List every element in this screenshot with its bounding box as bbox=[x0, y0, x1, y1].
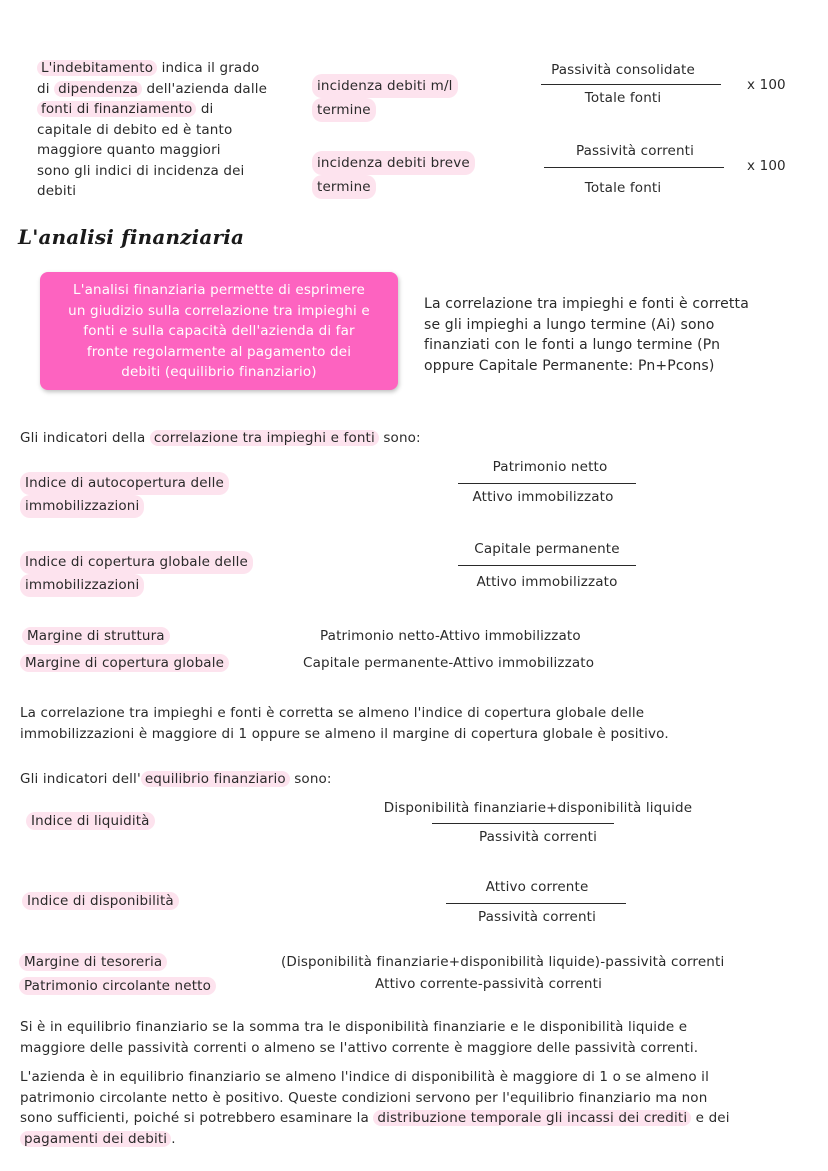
incidenza-bt-fraction-line bbox=[544, 167, 724, 168]
incidenza-ml-numerator: Passività consolidate bbox=[551, 62, 695, 78]
circolante-formula: Attivo corrente-passività correnti bbox=[375, 976, 602, 992]
definition-line-4: fronte regolarmente al pagamento dei bbox=[86, 343, 352, 360]
correlazione-conclusion-line-1: La correlazione tra impieghi e fonti è corretta se almeno l'indice di copertura globale delle bbox=[20, 705, 645, 721]
indebitamento-line-3: fonti di finanziamento di bbox=[37, 99, 267, 120]
equilibrio-paragraph-1-line-2: maggiore delle passività correnti o almeno se l'attivo corrente è maggiore delle passività correnti. bbox=[20, 1039, 699, 1056]
disponibilita-text: Indice di disponibilità bbox=[22, 892, 179, 910]
equilibrio-paragraph-2-line-4: pagamenti dei debiti . bbox=[20, 1129, 730, 1150]
correlation-explanation-line-1: La correlazione tra impieghi e fonti è corretta bbox=[424, 296, 749, 312]
incidenza-ml-denominator: Totale fonti bbox=[584, 90, 662, 106]
autocopertura-label-line-1: Indice di autocopertura delle bbox=[20, 472, 229, 495]
indebitamento-line-1: L'indebitamento indica il grado bbox=[37, 58, 267, 79]
correlation-explanation-line-3: finanziati con le fonti a lungo termine (Pn bbox=[424, 337, 721, 353]
circolante-text: Patrimonio circolante netto bbox=[19, 977, 216, 995]
correlation-explanation bbox=[424, 294, 749, 376]
definition-box bbox=[40, 272, 398, 390]
correlation-explanation-line-2: se gli impieghi a lungo termine (Ai) sono bbox=[424, 316, 715, 333]
indebitamento-line-7: debiti bbox=[37, 183, 77, 199]
correlazione-conclusion bbox=[20, 703, 669, 744]
definition-line-2: un giudizio sulla correlazione tra impieghi e bbox=[68, 302, 370, 319]
equilibrio-paragraph-1 bbox=[20, 1017, 698, 1058]
copertura-label-line-1: Indice di copertura globale delle bbox=[20, 551, 253, 574]
equilibrio-paragraph-1-line-1: Si è in equilibrio finanziario se la somma tra le disponibilità finanziarie e le disponibilità liquide e bbox=[20, 1019, 688, 1035]
indebitamento-line-5: maggiore quanto maggiori bbox=[37, 142, 221, 158]
margine-copertura-formula: Capitale permanente-Attivo immobilizzato bbox=[303, 655, 595, 671]
section-title: L'analisi finanziaria bbox=[18, 225, 245, 249]
margine-struttura-formula: Patrimonio netto-Attivo immobilizzato bbox=[320, 628, 581, 644]
circolante-label bbox=[19, 977, 216, 995]
incidenza-bt-label bbox=[312, 151, 475, 199]
tesoreria-text: Margine di tesoreria bbox=[19, 953, 167, 971]
indebitamento-line-2: di dipendenza dell'azienda dalle bbox=[37, 80, 268, 97]
autocopertura-label-line-2: immobilizzazioni bbox=[20, 495, 144, 518]
equilibrio-intro: Gli indicatori dell' equilibrio finanziario sono: bbox=[20, 771, 332, 787]
disponibilita-denominator: Passività correnti bbox=[477, 909, 597, 925]
incidenza-ml-label-line-1: incidenza debiti m/l bbox=[312, 74, 458, 98]
margine-struttura-text: Margine di struttura bbox=[22, 627, 170, 645]
incidenza-bt-label-line-1: incidenza debiti breve bbox=[312, 151, 475, 175]
incidenza-ml-multiplier: x 100 bbox=[747, 77, 786, 93]
copertura-label bbox=[20, 551, 253, 597]
indebitamento-line-6: sono gli indici di incidenza dei bbox=[37, 162, 245, 179]
copertura-denominator: Attivo immobilizzato bbox=[476, 574, 618, 590]
equilibrio-paragraph-2-line-2: patrimonio circolante netto è positivo. Queste condizioni servono per l'equilibrio finanziario ma non bbox=[20, 1089, 708, 1106]
indebitamento-description bbox=[37, 58, 267, 202]
incidenza-bt-multiplier: x 100 bbox=[747, 158, 786, 174]
equilibrio-paragraph-2-line-1: L'azienda è in equilibrio finanziario se almeno l'indice di disponibilità è maggiore di 1 o se almeno il bbox=[20, 1069, 709, 1085]
copertura-label-line-2: immobilizzazioni bbox=[20, 574, 144, 597]
margine-copertura-label bbox=[20, 654, 229, 672]
liquidita-label bbox=[26, 812, 155, 830]
incidenza-ml-label bbox=[312, 74, 458, 122]
liquidita-numerator: Disponibilità finanziarie+disponibilità liquide bbox=[383, 800, 693, 816]
correlazione-intro: Gli indicatori della correlazione tra impieghi e fonti sono: bbox=[20, 430, 421, 446]
definition-line-1: L'analisi finanziaria permette di esprimere bbox=[73, 282, 365, 298]
margine-struttura-label bbox=[22, 627, 170, 645]
incidenza-bt-numerator: Passività correnti bbox=[575, 143, 695, 159]
autocopertura-fraction-line bbox=[458, 483, 636, 484]
indebitamento-line-4: capitale di debito ed è tanto bbox=[37, 121, 233, 138]
tesoreria-formula: (Disponibilità finanziarie+disponibilità liquide)-passività correnti bbox=[281, 954, 725, 970]
copertura-numerator: Capitale permanente bbox=[474, 541, 620, 557]
margine-copertura-text: Margine di copertura globale bbox=[20, 654, 229, 672]
tesoreria-label bbox=[19, 953, 167, 971]
definition-line-5: debiti (equilibrio finanziario) bbox=[121, 364, 317, 380]
equilibrio-paragraph-2 bbox=[20, 1067, 730, 1149]
incidenza-bt-label-line-2: termine bbox=[312, 175, 376, 199]
autocopertura-denominator: Attivo immobilizzato bbox=[472, 489, 614, 505]
disponibilita-label bbox=[22, 892, 179, 910]
disponibilita-numerator: Attivo corrente bbox=[485, 879, 589, 895]
autocopertura-numerator: Patrimonio netto bbox=[492, 459, 608, 475]
liquidita-denominator: Passività correnti bbox=[478, 829, 598, 845]
incidenza-ml-fraction-line bbox=[541, 84, 721, 85]
definition-line-3: fonti e sulla capacità dell'azienda di far bbox=[83, 323, 355, 339]
liquidita-fraction-line bbox=[432, 823, 614, 824]
disponibilita-fraction-line bbox=[446, 903, 626, 904]
incidenza-ml-label-line-2: termine bbox=[312, 98, 376, 122]
equilibrio-paragraph-2-line-3: sono sufficienti, poiché si potrebbero esaminare la distribuzione temporale gli incassi dei crediti e dei bbox=[20, 1110, 730, 1126]
copertura-fraction-line bbox=[458, 565, 636, 566]
autocopertura-label bbox=[20, 472, 229, 518]
correlazione-conclusion-line-2: immobilizzazioni è maggiore di 1 oppure se almeno il margine di copertura globale è positivo. bbox=[20, 725, 669, 742]
incidenza-bt-denominator: Totale fonti bbox=[584, 180, 662, 196]
correlation-explanation-line-4: oppure Capitale Permanente: Pn+Pcons) bbox=[424, 357, 715, 374]
liquidita-text: Indice di liquidità bbox=[26, 812, 155, 830]
